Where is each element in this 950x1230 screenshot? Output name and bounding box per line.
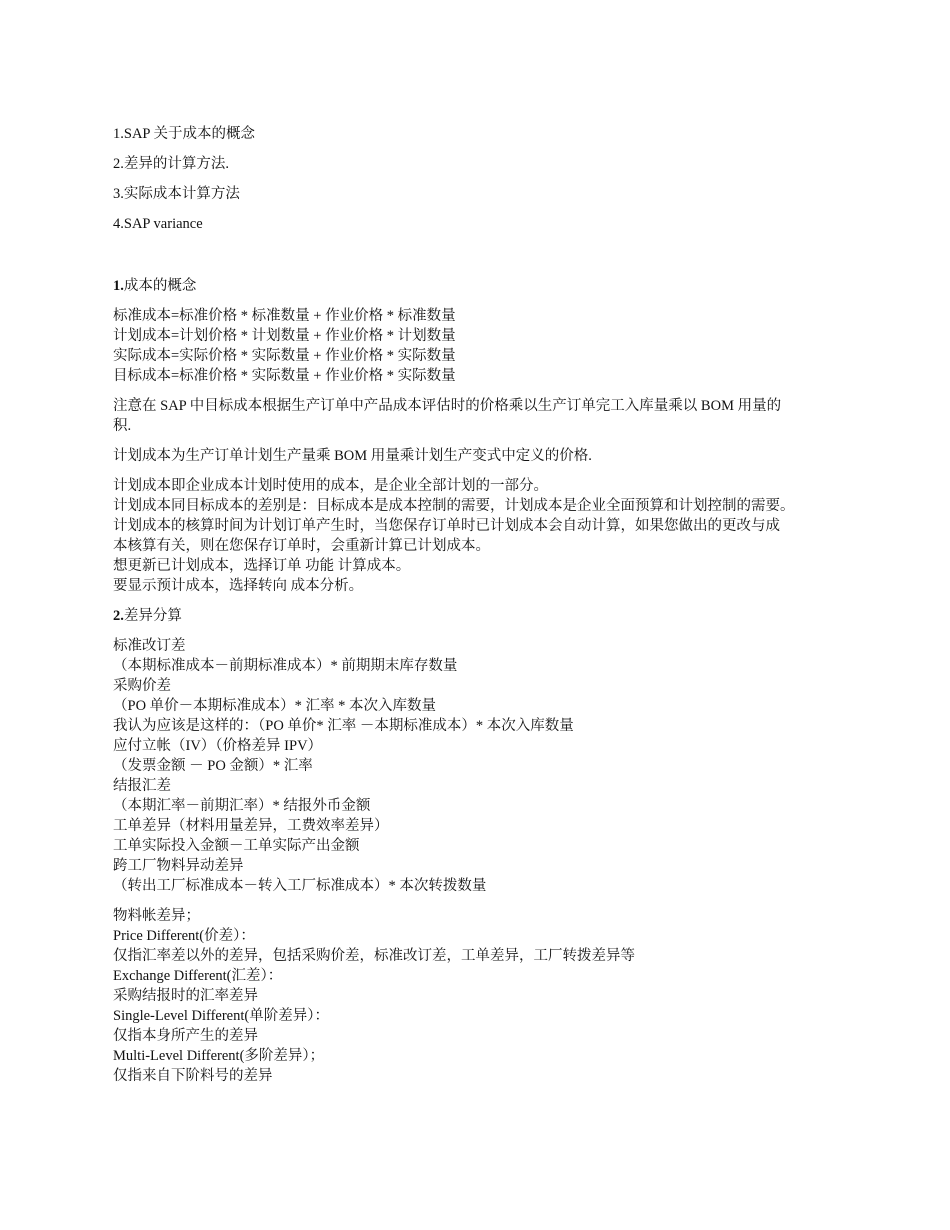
text-line: 要显示预计成本，选择转向 成本分析。 <box>113 578 364 594</box>
material-line: Multi-Level Different(多阶差异）； <box>113 1048 325 1064</box>
variance-line: （本期标准成本－前期标准成本）* 前期期末库存数量 <box>113 658 458 674</box>
variance-items <box>113 636 873 896</box>
toc-item-2: 2.差异的计算方法. <box>113 156 229 172</box>
toc-item-3: 3.实际成本计算方法 <box>113 186 240 202</box>
table-of-contents <box>113 124 873 234</box>
material-line: Price Different(价差）： <box>113 928 255 944</box>
variance-line: 应付立帐（IV）（价格差异 IPV） <box>113 738 323 754</box>
section-1-heading <box>113 276 873 296</box>
variance-line: 工单实际投入金额－工单实际产出金额 <box>113 838 360 854</box>
formula-line: 实际成本=实际价格 * 实际数量 + 作业价格 * 实际数量 <box>113 348 456 364</box>
section-1-number: 1. <box>113 278 124 294</box>
variance-line: 标准改订差 <box>113 638 186 654</box>
variance-line: （PO 单价－本期标准成本）* 汇率 * 本次入库数量 <box>113 698 437 714</box>
plan-cost-explanation <box>113 476 873 596</box>
plan-cost-note <box>113 446 873 466</box>
text-line: 计划成本为生产订单计划生产量乘 BOM 用量乘计划生产变式中定义的价格. <box>113 448 592 464</box>
text-line: 计划成本即企业成本计划时使用的成本，是企业全部计划的一部分。 <box>113 478 548 494</box>
material-line: Exchange Different(汇差）： <box>113 968 283 984</box>
variance-line: 结报汇差 <box>113 778 171 794</box>
document-page <box>113 124 873 1096</box>
variance-line: 采购价差 <box>113 678 171 694</box>
variance-line: 工单差异（材料用量差异，工费效率差异） <box>113 818 389 834</box>
text-line: 本核算有关，则在您保存订单时，会重新计算已计划成本。 <box>113 538 490 554</box>
material-line: 采购结报时的汇率差异 <box>113 988 258 1004</box>
material-line: Single-Level Different(单阶差异）： <box>113 1008 329 1024</box>
variance-line: 跨工厂物料异动差异 <box>113 858 244 874</box>
material-line: 仅指本身所产生的差异 <box>113 1028 258 1044</box>
material-ledger-variances <box>113 906 873 1086</box>
text-line: 想更新已计划成本，选择订单 功能 计算成本。 <box>113 558 411 574</box>
variance-line: 我认为应该是这样的：（PO 单价* 汇率 －本期标准成本）* 本次入库数量 <box>113 718 574 734</box>
target-cost-note <box>113 396 873 436</box>
toc-item-4: 4.SAP variance <box>113 216 203 232</box>
text-line: 计划成本的核算时间为计划订单产生时，当您保存订单时已计划成本会自动计算，如果您做出的更改与成 <box>113 518 780 534</box>
variance-line: （转出工厂标准成本－转入工厂标准成本）* 本次转拨数量 <box>113 878 487 894</box>
section-1-title: 成本的概念 <box>123 278 197 294</box>
material-line: 仅指汇率差以外的差异，包括采购价差，标准改订差，工单差异，工厂转拨差异等 <box>113 948 635 964</box>
cost-formulas <box>113 306 873 386</box>
formula-line: 目标成本=标准价格 * 实际数量 + 作业价格 * 实际数量 <box>113 368 456 384</box>
formula-line: 计划成本=计划价格 * 计划数量 + 作业价格 * 计划数量 <box>113 328 456 344</box>
text-line: 积. <box>113 418 132 434</box>
variance-line: （本期汇率－前期汇率）* 结报外币金额 <box>113 798 371 814</box>
section-2-heading <box>113 606 873 626</box>
section-2-number: 2. <box>113 608 124 624</box>
text-line: 注意在 SAP 中目标成本根据生产订单中产品成本评估时的价格乘以生产订单完工入库量乘以 BOM 用量的 <box>113 398 782 414</box>
section-2-title: 差异分算 <box>123 608 182 624</box>
formula-line: 标准成本=标准价格 * 标准数量 + 作业价格 * 标准数量 <box>113 308 456 324</box>
variance-line: （发票金额 － PO 金额）* 汇率 <box>113 758 313 774</box>
toc-item-1: 1.SAP 关于成本的概念 <box>113 126 256 142</box>
text-line: 计划成本同目标成本的差别是：目标成本是成本控制的需要，计划成本是企业全面预算和计划控制的需要。 <box>113 498 795 514</box>
material-line: 仅指来自下阶料号的差异 <box>113 1068 273 1084</box>
material-line: 物料帐差异； <box>113 908 200 924</box>
